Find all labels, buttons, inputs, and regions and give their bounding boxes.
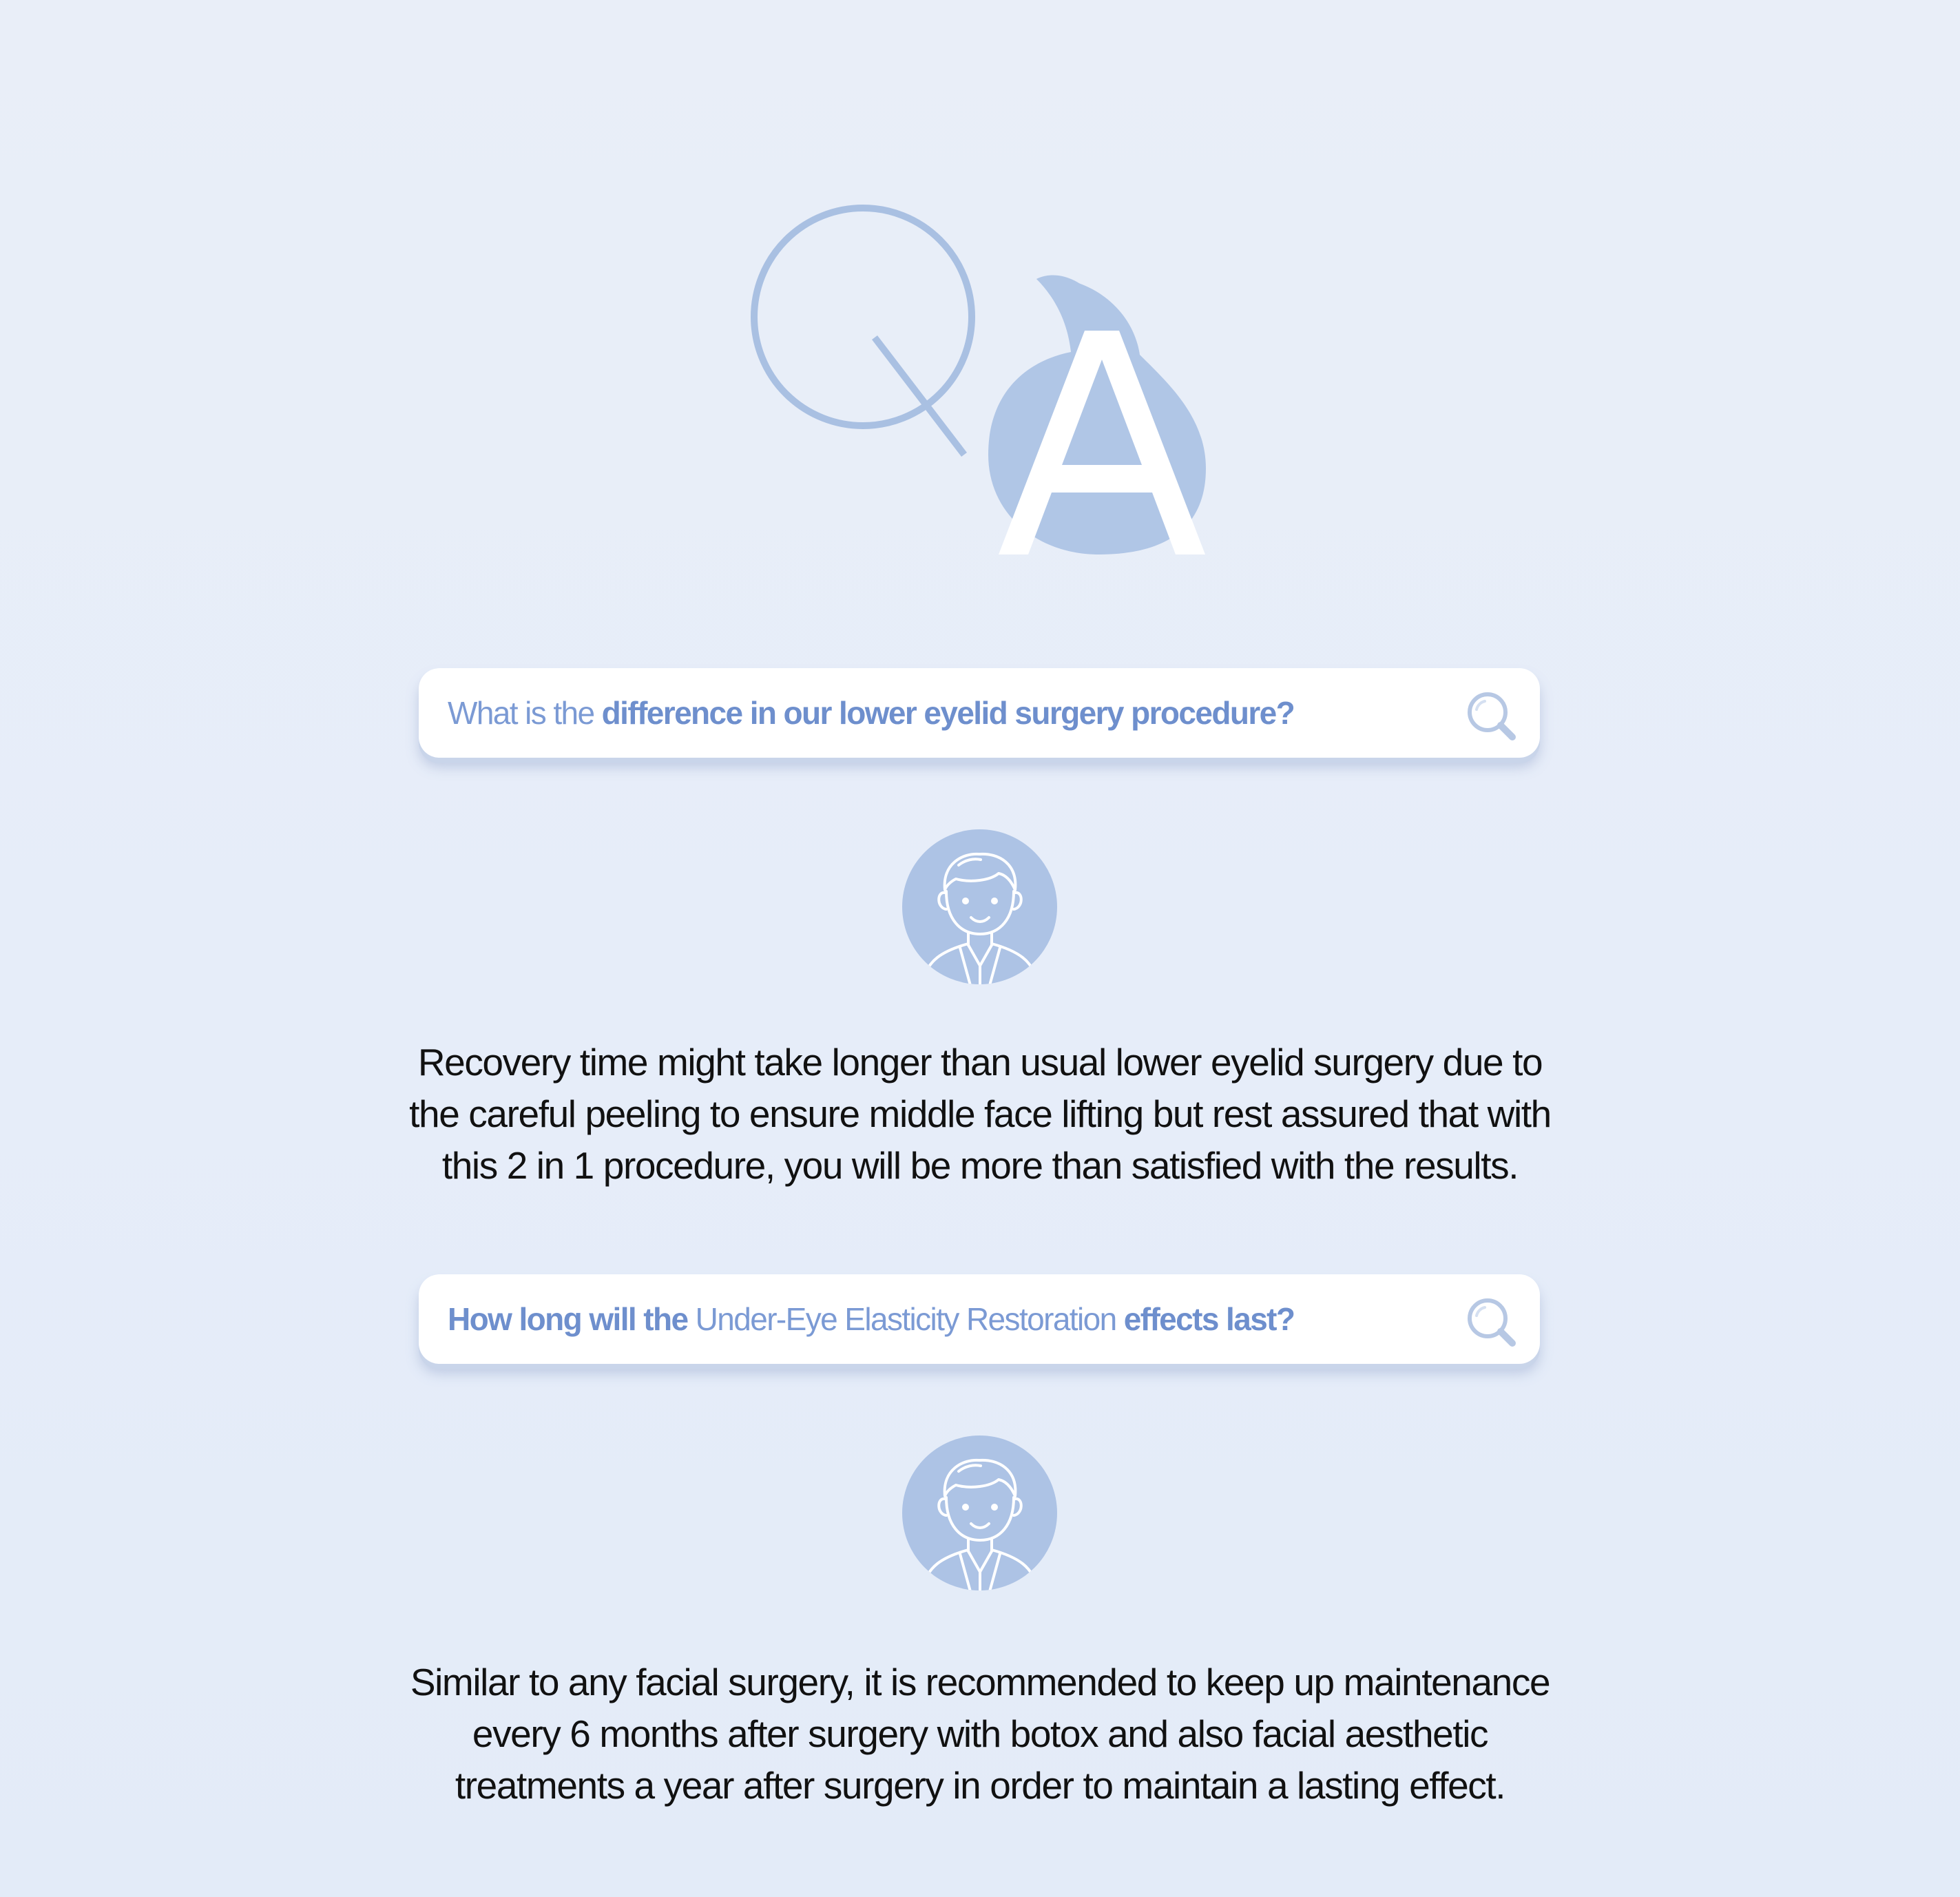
a-speech-bubble [988,276,1206,554]
question-2-part-3: effects last? [1123,1301,1295,1337]
search-icon[interactable] [1464,1295,1518,1349]
question-search-bar-1[interactable] [419,668,1540,758]
question-2-part-1: How long will the [448,1301,696,1337]
question-2-part-2: Under-Eye Elasticity Restoration [695,1301,1124,1337]
q-letter [754,208,972,455]
answer-1-line-2: the careful peeling to ensure middle face lifting but rest assured that with [409,1092,1551,1135]
answer-2-line-3: treatments a year after surgery in order to maintain a lasting effect. [455,1764,1505,1807]
answer-2-line-1: Similar to any facial surgery, it is recommended to keep up maintenance [410,1661,1550,1703]
doctor-avatar-icon [902,1435,1057,1590]
search-icon[interactable] [1464,689,1518,743]
question-1-part-1: What is the [448,695,602,731]
answer-1-line-1: Recovery time might take longer than usual lower eyelid surgery due to [417,1041,1543,1084]
qa-logo-graphic [747,196,1222,568]
question-1-part-2: difference in our lower eyelid surgery procedure? [601,695,1295,731]
answer-2-line-2: every 6 months after surgery with botox and also facial aesthetic [472,1712,1488,1755]
doctor-avatar-icon [902,829,1057,984]
answer-1-line-3: this 2 in 1 procedure, you will be more than satisfied with the results. [441,1144,1519,1187]
answer-text-2 [291,1657,1669,1812]
question-search-bar-2[interactable] [419,1274,1540,1364]
question-text-1 [448,668,1294,758]
question-text-2 [448,1274,1294,1364]
answer-text-1 [291,1037,1669,1192]
qa-logo [747,196,1222,568]
